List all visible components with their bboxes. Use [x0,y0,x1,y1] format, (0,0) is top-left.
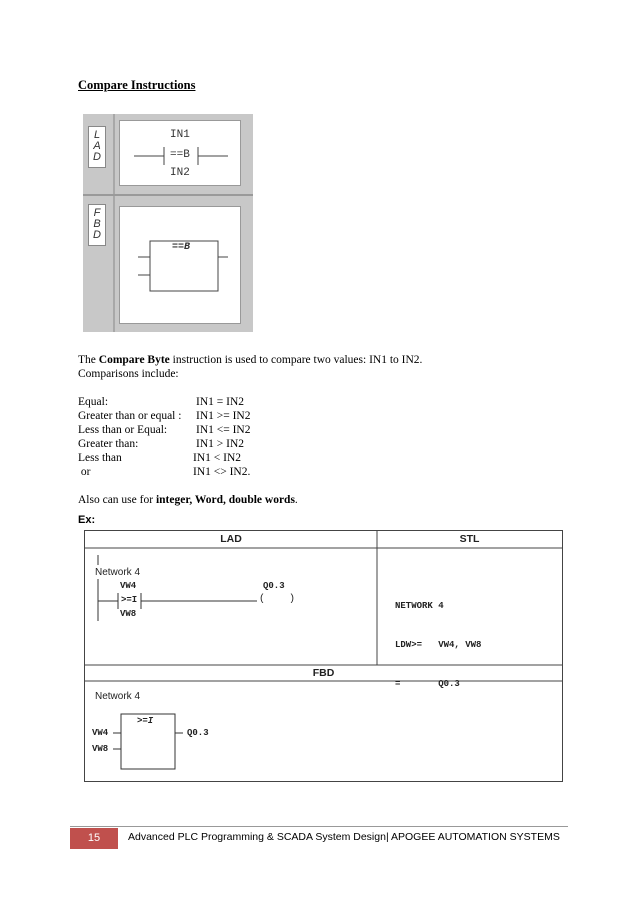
also-after: . [294,494,298,506]
stl-line: = Q0.3 [395,679,460,689]
fbd-example-box [85,531,562,781]
compare-byte-figure [83,114,253,332]
comparison-expr: IN1 = IN2 [196,396,245,408]
comparison-label: Equal: [78,396,109,408]
comparison-label: or [78,466,91,478]
comparison-label: Less than or Equal: [78,424,168,436]
comparison-row [78,437,278,451]
comparison-expr: IN1 <= IN2 [196,424,251,436]
fbd-header: FBD [312,667,335,679]
stl-line: LDW>= VW4, VW8 [395,640,482,650]
lad-vw8: VW8 [120,609,137,619]
fbd-operator-example: >=I [137,716,154,726]
comparison-row [78,423,278,437]
comparison-label: Greater than or equal : [78,410,182,422]
fbd-box-symbol [120,207,240,323]
comparison-row [78,395,278,409]
comparison-label: Less than [78,452,122,464]
fbd-network-label: Network 4 [95,691,141,702]
also-line [78,493,298,507]
stl-header: STL [459,533,480,545]
comparison-expr: IN1 < IN2 [193,452,242,464]
page-number: 15 [70,828,118,849]
fbd-panel [119,206,241,324]
footer-text: Advanced PLC Programming & SCADA System Design| APOGEE AUTOMATION SYSTEMS [128,831,560,843]
lad-in2: IN2 [170,167,190,179]
lad-network-label: Network 4 [95,567,141,578]
fbd-vw4: VW4 [92,728,109,738]
intro-paragraph [78,353,422,381]
intro-bold: Compare Byte [98,354,170,366]
comparison-expr: IN1 >= IN2 [196,410,251,422]
example-label: Ex: [78,514,96,526]
fbd-side-label-text: FBD [91,207,103,240]
lad-operator: ==B [170,149,190,161]
page-title: Compare Instructions [78,78,196,92]
lad-operator-example: >=I [121,595,138,605]
example-table [84,530,563,782]
comparison-row [78,409,278,423]
fbd-output: Q0.3 [187,728,209,738]
lad-in1: IN1 [170,129,190,141]
lad-coil-symbol: ( ) [259,594,296,605]
comparison-list [78,395,278,479]
comparison-expr: IN1 > IN2 [196,438,245,450]
fbd-vw8: VW8 [92,744,109,754]
fbd-side-label [88,204,106,246]
comparison-row [78,451,278,465]
comparison-expr: IN1 <> IN2. [193,466,251,478]
stl-line: NETWORK 4 [395,601,444,611]
also-bold: integer, Word, double words [155,494,295,506]
intro-before: The [78,354,99,366]
intro-after: instruction is used to compare two values: IN1 to IN2. [169,354,423,366]
lad-side-label [88,126,106,168]
lad-vw4: VW4 [120,581,137,591]
lad-header: LAD [220,533,242,545]
fbd-operator: ==B [172,242,191,253]
footer-divider [70,826,568,827]
lad-side-label-text: LAD [91,129,103,162]
comparison-row [78,465,278,479]
lad-panel [119,120,241,186]
lad-coil-label: Q0.3 [263,581,285,591]
also-before: Also can use for [78,494,156,506]
intro-line-2: Comparisons include: [78,368,179,380]
comparison-label: Greater than: [78,438,139,450]
intro-line-1 [78,353,422,367]
